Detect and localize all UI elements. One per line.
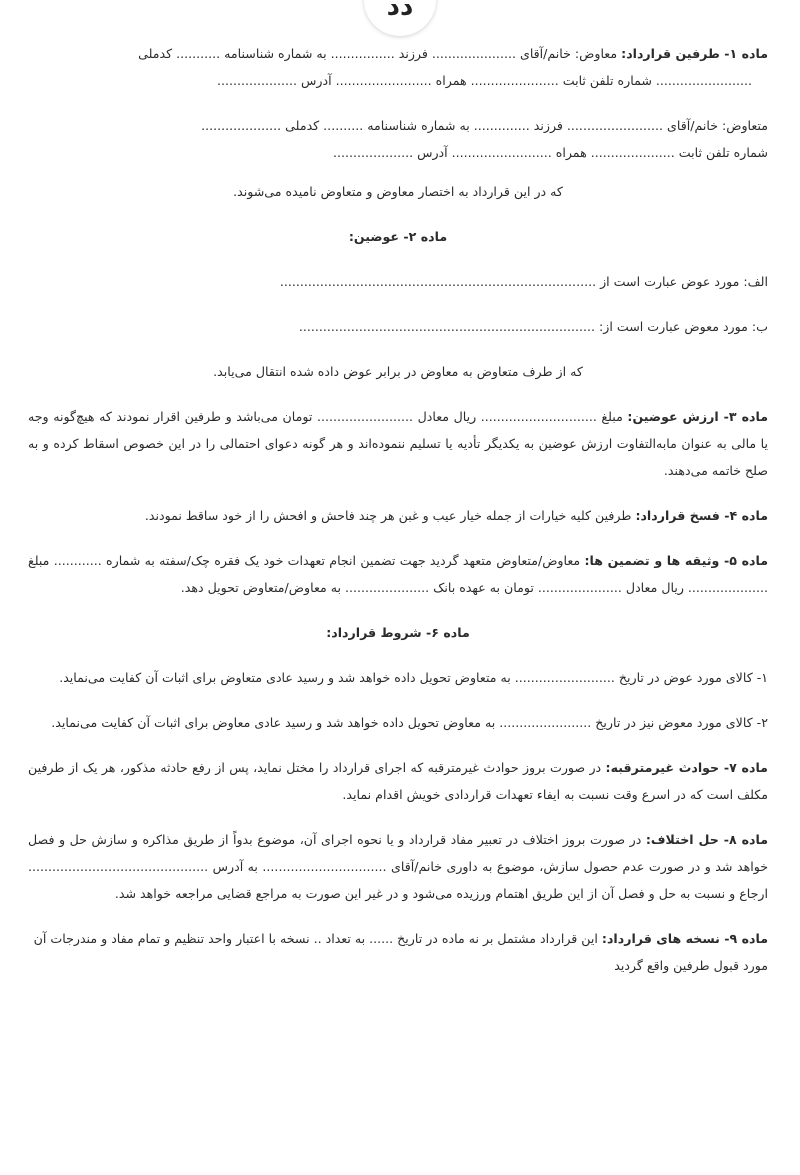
article-3-heading: ماده ۳- ارزش عوضین:: [627, 409, 768, 424]
article-9-text: این قرارداد مشتمل بر نه ماده در تاریخ ...... به تعداد .. نسخه با اعتبار واحد تنظیم و تمام مفاد و مندرجات آن مورد قبول طرفین واقع گردید: [33, 931, 768, 973]
article-6-item-2: ۲- کالای مورد معوض نیز در تاریخ ....................... به معاوض تحویل داده خواهد شد و رسید عادی معاوض برای اثبات آن کفایت می‌نماید.: [51, 715, 768, 730]
site-logo: [364, 0, 436, 36]
article-4: [28, 502, 768, 529]
article-7: [28, 754, 768, 808]
article-1-line-1: [28, 40, 768, 67]
article-1-line-1-text: معاوض: خانم/آقای ..................... فرزند ................ به شماره شناسنامه ........... کدملی: [138, 46, 618, 61]
article-8-heading: ماده ۸- حل اختلاف:: [645, 832, 768, 847]
article-1-line-4: شماره تلفن ثابت ..................... همراه ......................... آدرس ....................: [333, 145, 768, 160]
article-4-text: طرفین کلیه خیارات از جمله خیار عیب و غبن هر چند فاحش و افحش را از خود ساقط نمودند.: [144, 508, 632, 523]
article-6-item-1: ۱- کالای مورد عوض در تاریخ ......................... به متعاوض تحویل داده خواهد شد و رسید عادی متعاوض برای اثبات آن کفایت می‌نماید.: [59, 670, 768, 685]
article-5: [28, 547, 768, 601]
article-8: [28, 826, 768, 907]
article-6-heading: ماده ۶- شروط قرارداد:: [326, 625, 470, 640]
article-2-item-b: ب: مورد معوض عبارت است از: ..........................................................................: [298, 319, 768, 334]
article-7-heading: ماده ۷- حوادث غیرمترقبه:: [605, 760, 768, 775]
article-8-text: در صورت بروز اختلاف در تعبیر مفاد قرارداد و یا نحوه اجرای آن، موضوع بدواً از طریق مذاکره و سازش حل و فصل خواهد شد و در صورت عدم حصول سازش، موضوع به داوری خانم/آقای ............................... به آدرس ............................................. ارجاع و نسبت به حل و فصل آن از این طریق اهتمام ورزیده می‌شود و در غیر این صورت به مراجع قضایی مراجعه خواهد شد.: [28, 832, 768, 901]
article-4-heading: ماده ۴- فسخ قرارداد:: [635, 508, 768, 523]
article-2-item-a: الف: مورد عوض عبارت است از ...............................................................................: [279, 274, 768, 289]
article-5-heading: ماده ۵- وثیقه ها و تضمین ها:: [584, 553, 768, 568]
article-3: [28, 403, 768, 484]
contract-document: [28, 40, 768, 979]
article-1-line-3: متعاوض: خانم/آقای ........................ فرزند .............. به شماره شناسنامه .......... کدملی ....................: [201, 118, 768, 133]
article-2-note: که از طرف متعاوض به معاوض در برابر عوض داده شده انتقال می‌یابد.: [213, 364, 583, 379]
article-3-text: مبلغ ............................. ریال معادل ........................ تومان می‌باشد و طرفین اقرار نمودند که هیچ‌گونه وجه یا مالی به عنوان مابه‌التفاوت ارزش عوضین به یکدیگر تأدیه یا تسلیم ننموده‌اند و هر گونه دعوای احتمالی را در این خصوص اسقاط کرده و به صلح خاتمه می‌دهند.: [28, 409, 768, 478]
article-1-line-5: که در این قرارداد به اختصار معاوض و متعاوض نامیده می‌شوند.: [233, 184, 563, 199]
article-2-heading: ماده ۲- عوضین:: [348, 229, 448, 244]
article-5-text: معاوض/متعاوض متعهد گردید جهت تضمین انجام تعهدات خود یک فقره چک/سفته به شماره ............ مبلغ .................... ریال معادل ..................... تومان به عهده بانک ..................... به معاوض/متعاوض تحویل دهد.: [28, 553, 768, 595]
logo-mark: دد: [386, 0, 414, 22]
article-9: [28, 925, 768, 979]
article-1-heading: ماده ۱- طرفین قرارداد:: [621, 46, 768, 61]
article-1-line-2: ........................ شماره تلفن ثابت ...................... همراه ........................ آدرس ....................: [216, 73, 752, 88]
article-9-heading: ماده ۹- نسخه های قرارداد:: [601, 931, 768, 946]
article-7-text: در صورت بروز حوادث غیرمترقبه که اجرای قرارداد را مختل نماید، پس از رفع حادثه مذکور، هر یک از طرفین مکلف است که در اسرع وقت نسبت به ایفاء تعهدات قراردادی خویش اقدام نماید.: [28, 760, 768, 802]
